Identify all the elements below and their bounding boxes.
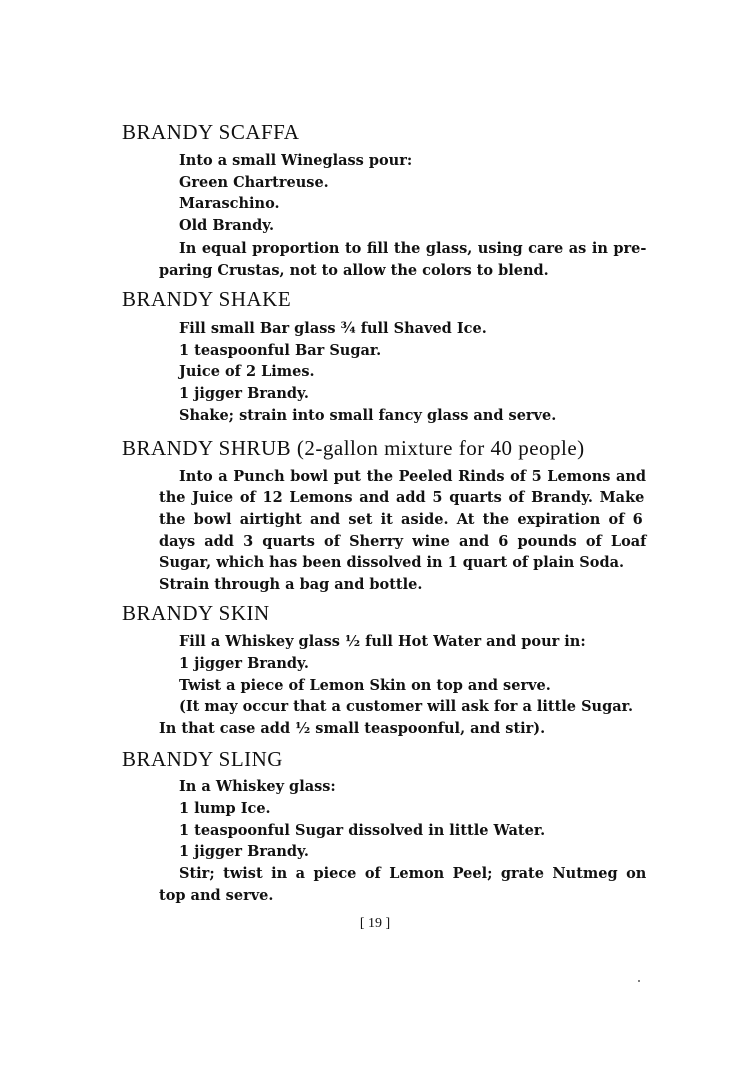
- recipe-title-brandy-shake: BRANDY SHAKE: [122, 287, 292, 311]
- page-number: [ 19 ]: [359, 916, 391, 931]
- recipe-line: Juice of 2 Limes.: [179, 363, 315, 380]
- recipe-line: Maraschino.: [179, 195, 280, 212]
- recipe-line: the Juice of 12 Lemons and add 5 quarts of Brandy. Make: [159, 489, 645, 506]
- recipe-line: Fill small Bar glass ¾ full Shaved Ice.: [179, 320, 487, 337]
- recipe-line: Green Chartreuse.: [179, 174, 329, 191]
- recipe-title-brandy-sling: BRANDY SLING: [122, 747, 283, 771]
- recipe-line: Into a small Wineglass pour:: [179, 152, 413, 169]
- recipe-title-brandy-shrub: BRANDY SHRUB (2-gallon mixture for 40 people): [122, 436, 585, 460]
- recipe-line: Strain through a bag and bottle.: [159, 576, 423, 593]
- recipe-line: 1 lump Ice.: [179, 800, 271, 817]
- recipe-line: In equal proportion to fill the glass, using care as in pre-: [179, 240, 647, 257]
- recipe-line: In that case add ½ small teaspoonful, and stir).: [159, 720, 546, 737]
- recipe-line: In a Whiskey glass:: [179, 778, 336, 795]
- recipe-line: Fill a Whiskey glass ½ full Hot Water and pour in:: [179, 633, 586, 650]
- recipe-line: top and serve.: [159, 887, 274, 904]
- recipe-line: 1 jigger Brandy.: [179, 655, 309, 672]
- recipe-line: (It may occur that a customer will ask for a little Sugar.: [179, 698, 633, 715]
- recipe-line: paring Crustas, not to allow the colors to blend.: [159, 262, 549, 279]
- recipe-line: Sugar, which has been dissolved in 1 quart of plain Soda.: [159, 554, 625, 571]
- recipe-line: Shake; strain into small fancy glass and serve.: [179, 407, 557, 424]
- recipe-line: the bowl airtight and set it aside. At the expiration of 6: [159, 511, 643, 528]
- recipe-line: 1 teaspoonful Bar Sugar.: [179, 342, 382, 359]
- recipe-line: Twist a piece of Lemon Skin on top and serve.: [179, 677, 551, 694]
- recipe-line: 1 jigger Brandy.: [179, 385, 309, 402]
- recipe-line: 1 jigger Brandy.: [179, 843, 309, 860]
- recipe-line: Stir; twist in a piece of Lemon Peel; grate Nutmeg on: [179, 865, 647, 882]
- recipe-line: Into a Punch bowl put the Peeled Rinds of 5 Lemons and: [179, 468, 647, 485]
- recipe-title-brandy-scaffa: BRANDY SCAFFA: [122, 120, 300, 144]
- recipe-line: Old Brandy.: [179, 217, 275, 234]
- recipe-line: 1 teaspoonful Sugar dissolved in little Water.: [179, 822, 546, 839]
- recipe-line: days add 3 quarts of Sherry wine and 6 pounds of Loaf: [159, 533, 647, 550]
- recipe-title-brandy-skin: BRANDY SKIN: [122, 601, 270, 625]
- print-speck: [638, 980, 640, 982]
